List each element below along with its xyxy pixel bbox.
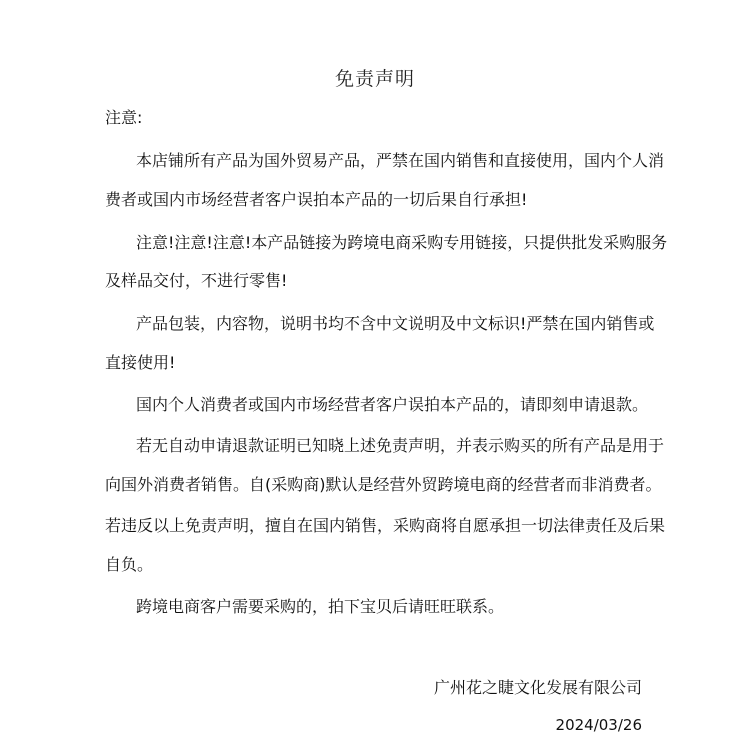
paragraph-5-line-3: 若违反以上免责声明，擅自在国内销售，采购商将自愿承担一切法律责任及后果 xyxy=(105,516,666,535)
paragraph-1-line-1: 本店铺所有产品为国外贸易产品，严禁在国内销售和直接使用，国内个人消 xyxy=(136,151,665,170)
paragraph-2-line-1: 注意!注意!注意!本产品链接为跨境电商采购专用链接，只提供批发采购服务 xyxy=(136,233,668,252)
company-signature: 广州花之睫文化发展有限公司 xyxy=(433,678,642,697)
paragraph-3-line-1: 产品包装，内容物，说明书均不含中文说明及中文标识!严禁在国内销售或 xyxy=(136,314,655,333)
paragraph-3-line-2: 直接使用! xyxy=(105,353,176,372)
paragraph-5-line-4: 自负。 xyxy=(105,555,154,574)
paragraph-1-line-2: 费者或国内市场经营者客户误拍本产品的一切后果自行承担! xyxy=(105,190,528,209)
paragraph-5-line-1: 若无自动申请退款证明已知晓上述免责声明，并表示购买的所有产品是用于 xyxy=(136,436,665,455)
paragraph-5-line-2: 向国外消费者销售。自(采购商)默认是经营外贸跨境电商的经营者而非消费者。 xyxy=(105,475,662,494)
paragraph-2-line-2: 及样品交付，不进行零售! xyxy=(105,271,288,290)
paragraph-4-line-1: 国内个人消费者或国内市场经营者客户误拍本产品的，请即刻申请退款。 xyxy=(136,395,649,414)
notice-label: 注意: xyxy=(105,108,143,127)
document-date: 2024/03/26 xyxy=(555,716,642,734)
paragraph-6-line-1: 跨境电商客户需要采购的，拍下宝贝后请旺旺联系。 xyxy=(136,597,505,616)
document-title: 免责声明 xyxy=(334,68,415,90)
